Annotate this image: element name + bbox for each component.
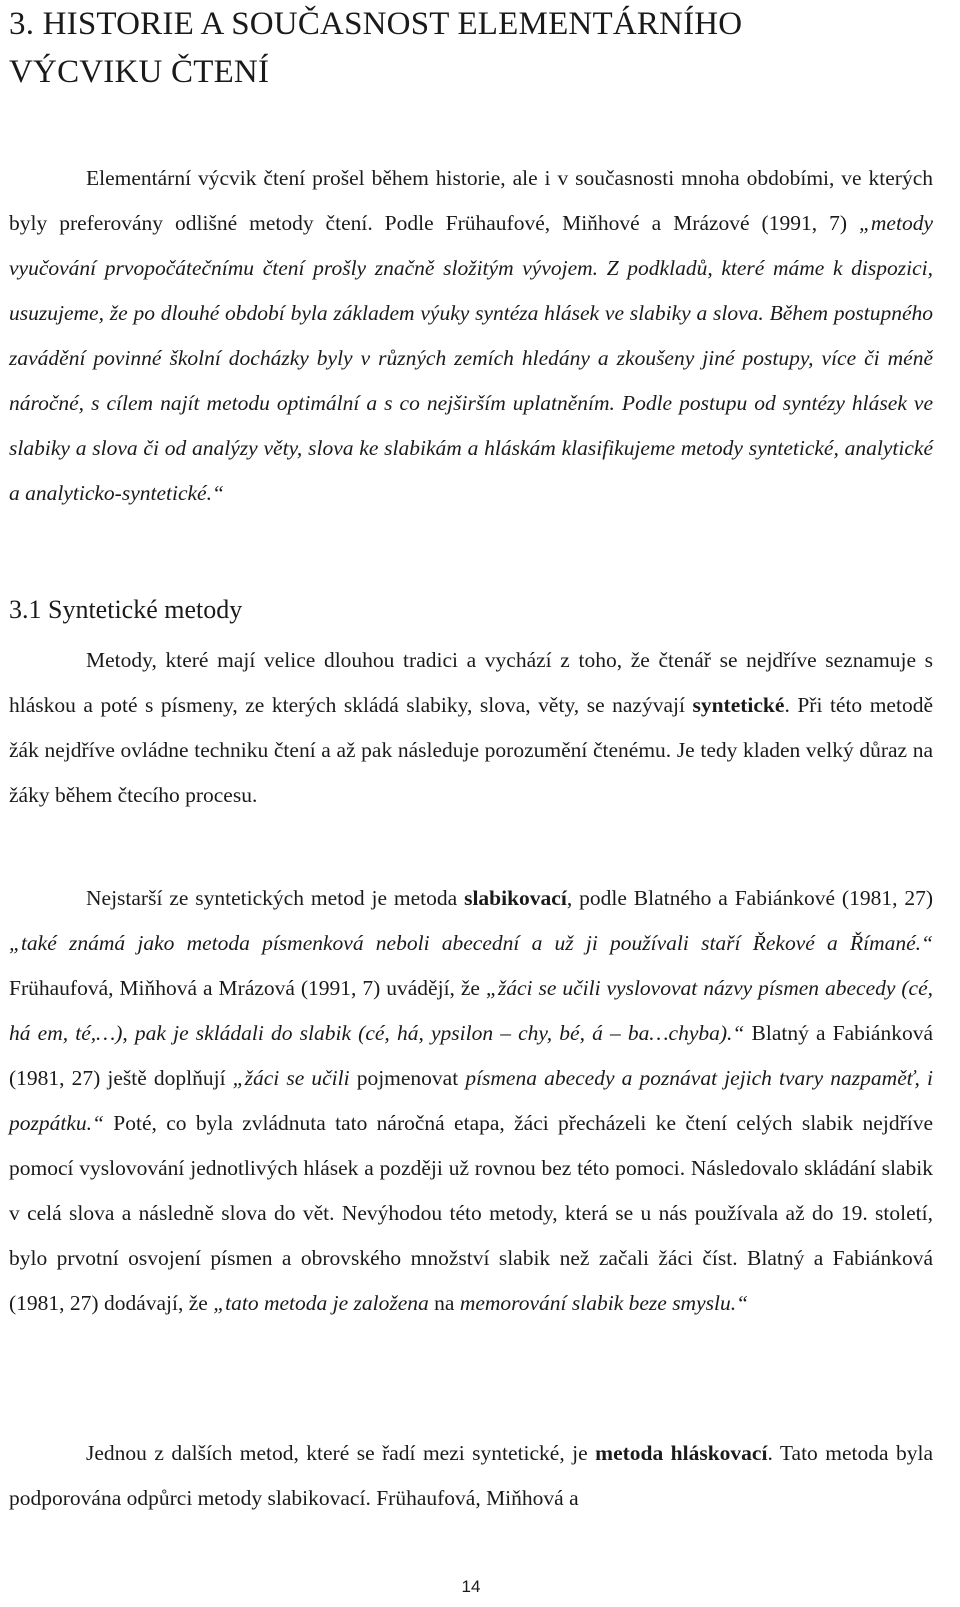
- paragraph-text: pojmenovat: [349, 1066, 466, 1090]
- phonetic-method-paragraph: [9, 1431, 933, 1521]
- paragraph-text: Elementární výcvik čtení prošel během historie, ale i v současnosti mnoha obdobími, ve kterých byly preferovány odlišné metody čtení. Podle Frühaufové, Miňhové a Mrázové (1991, 7): [9, 166, 933, 235]
- paragraph-text: Frühaufová, Miňhová a Mrázová (1991, 7) uvádějí, že: [9, 976, 486, 1000]
- intro-paragraph: [9, 156, 933, 516]
- section-heading: 3.1 Syntetické metody: [9, 595, 243, 624]
- syllabic-method-paragraph: [9, 876, 933, 1326]
- synthetic-methods-paragraph: [9, 638, 933, 818]
- paragraph-text: , podle Blatného a Fabiánkové (1981, 27): [566, 886, 933, 910]
- quotation: „metody vyučování prvopočátečnímu čtení prošly značně složitým vývojem. Z podkladů, které máme k dispozici, usuzujeme, že po dlouhé období byla základem výuky syntéza hlásek ve slabiky a slova. Během postupného zavádění povinné školní docházky byly v různých zemích hledány a zkoušeny jiné postupy, více či méně náročné, s cílem najít metodu optimální a s co nejširším uplatněním. Podle postupu od syntézy hlásek ve slabiky a slova či od analýzy věty, slova ke slabikám a hláskám klasifikujeme metody syntetické, analytické a analyticko-syntetické.“: [9, 211, 933, 505]
- quotation: „také známá jako metoda písmenková neboli abecední a už ji používali staří Řekové a Římané.“: [9, 931, 933, 955]
- chapter-title-line-1: 3. HISTORIE A SOUČASNOST ELEMENTÁRNÍHO: [9, 6, 743, 42]
- emphasis-term: syntetické: [692, 693, 785, 717]
- paragraph-text: Poté, co byla zvládnuta tato náročná etapa, žáci přecházeli ke čtení celých slabik nejdříve pomocí vyslovování jednotlivých hlásek a později už rovnou bez této pomoci. Následovalo skládání slabik v celá slova a následně slova do vět. Nevýhodou této metody, která se u nás používala až do 19. století, bylo prvotní osvojení písmen a obrovského množství slabik než začali žáci číst. Blatný a Fabiánková (1981, 27) dodávají, že: [9, 1111, 933, 1315]
- paragraph-text: Jednou z dalších metod, které se řadí mezi syntetické, je: [86, 1441, 596, 1465]
- emphasis-term: slabikovací: [464, 886, 567, 910]
- paragraph-text: Blatný a Fabiánková (1981, 27) ještě doplňují: [9, 1021, 933, 1090]
- quotation: „tato metoda je založena: [213, 1291, 429, 1315]
- page-number: 14: [461, 1577, 481, 1596]
- quotation: memorování slabik beze smyslu.“: [459, 1291, 749, 1315]
- paragraph-text: . Tato metoda byla podporována odpůrci metody slabikovací. Frühaufová, Miňhová a: [9, 1441, 933, 1510]
- emphasis-term: metoda hláskovací: [595, 1441, 768, 1465]
- paragraph-text: Metody, které mají velice dlouhou tradici a vychází z toho, že čtenář se nejdříve seznamuje s hláskou a poté s písmeny, ze kterých skládá slabiky, slova, věty, se nazývají: [9, 648, 933, 717]
- paragraph-text: Nejstarší ze syntetických metod je metoda: [86, 886, 465, 910]
- chapter-title-line-2: VÝCVIKU ČTENÍ: [9, 54, 270, 90]
- quotation: „žáci se učili: [232, 1066, 350, 1090]
- chapter-title: [9, 0, 933, 96]
- quotation: „žáci se učili vyslovovat názvy písmen abecedy (cé, há em, té,…), pak je skládali do slabik (cé, há, ypsilon – chy, bé, á – ba…chyba).“: [9, 976, 933, 1045]
- paragraph-text: . Při této metodě žák nejdříve ovládne techniku čtení a až pak následuje porozumění čtenému. Je tedy kladen velký důraz na žáky během čtecího procesu.: [9, 693, 933, 807]
- paragraph-text: na: [428, 1291, 460, 1315]
- quotation: písmena abecedy a poznávat jejich tvary nazpaměť, i pozpátku.“: [9, 1066, 934, 1135]
